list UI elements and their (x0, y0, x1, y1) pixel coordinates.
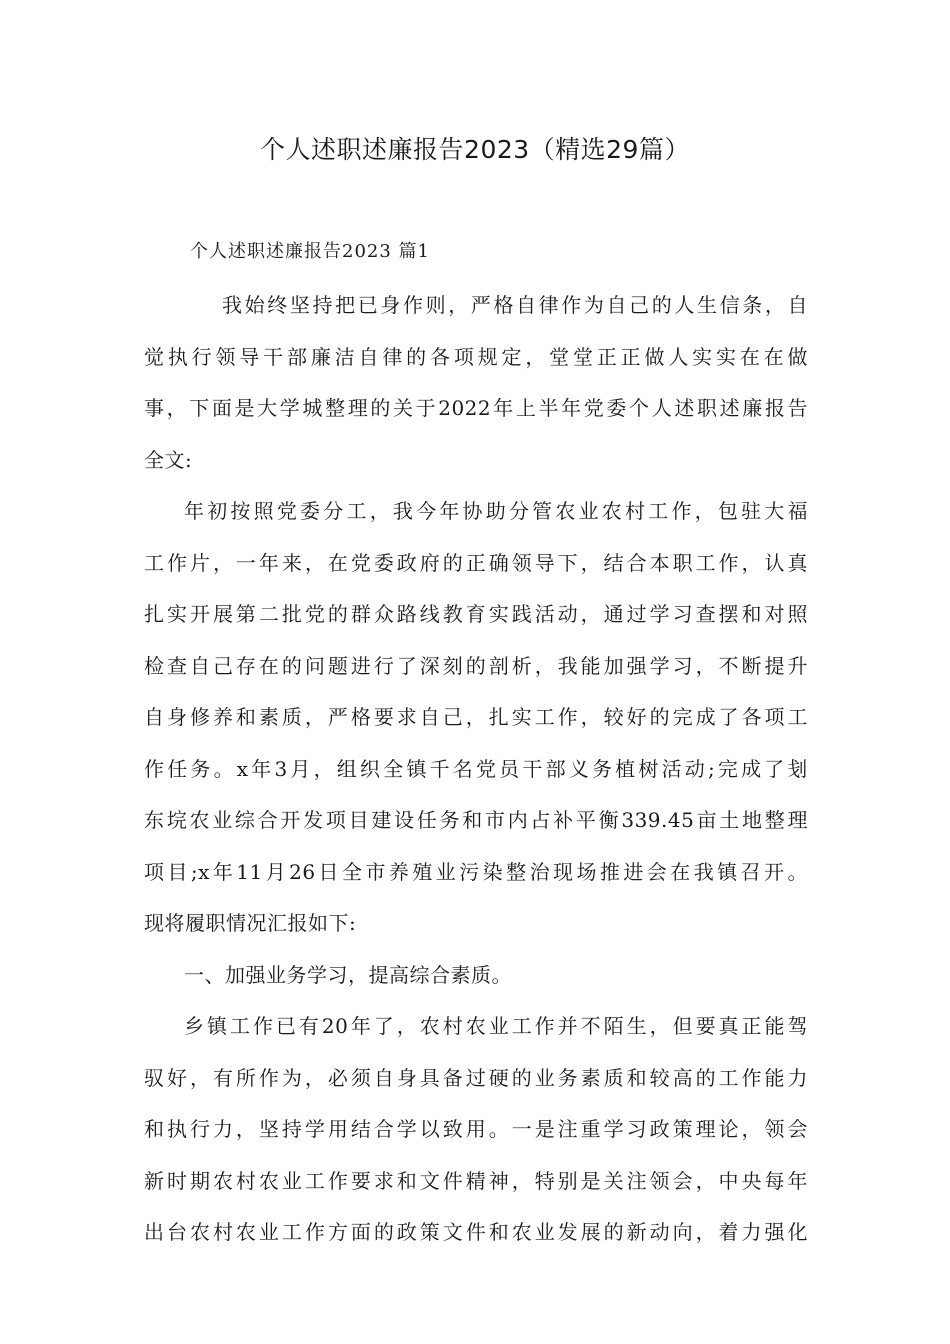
paragraph-intro (144, 280, 808, 486)
section-heading-1 (144, 950, 808, 1002)
article-heading: 个人述职述廉报告2023 篇1 (190, 241, 430, 262)
text-line: 出台农村农业工作方面的政策文件和农业发展的新动向，着力强化 (144, 1220, 808, 1244)
text-line: 觉执行领导干部廉洁自律的各项规定，堂堂正正做人实实在在做 (144, 344, 808, 369)
paragraph-overview (144, 486, 808, 950)
text-line: 全文: (144, 447, 193, 472)
text-line: 年初按照党委分工，我今年协助分管农业农村工作，包驻大福 (184, 499, 808, 523)
text-line: 工作片，一年来，在党委政府的正确领导下，结合本职工作，认真 (144, 550, 808, 575)
text-line: 检查自己存在的问题进行了深刻的剖析，我能加强学习，不断提升 (144, 653, 808, 678)
article-body (144, 230, 808, 1259)
text-line: 扎实开展第二批党的群众路线教育实践活动，通过学习查摆和对照 (144, 602, 808, 626)
text-line: 我始终坚持把已身作则，严格自律作为自己的人生信条，自 (222, 293, 808, 317)
text-line: 驭好，有所作为，必须自身具备过硬的业务素质和较高的工作能力 (144, 1065, 808, 1090)
text-line: 现将履职情况汇报如下: (144, 911, 357, 935)
text-line: 东垸农业综合开发项目建设任务和市内占补平衡339.45亩土地整理 (144, 808, 808, 832)
text-line: 事，下面是大学城整理的关于2022年上半年党委个人述职述廉报告 (144, 396, 808, 420)
text-line: 新时期农村农业工作要求和文件精神，特别是关注领会，中央每年 (144, 1168, 808, 1193)
text-line: 乡镇工作已有20年了，农村农业工作并不陌生，但要真正能驾 (184, 1014, 808, 1038)
text-line: 作任务。x年3月，组织全镇千名党员干部义务植树活动;完成了刬 (144, 756, 808, 781)
text-line: 自身修养和素质，严格要求自己，扎实工作，较好的完成了各项工 (144, 705, 808, 729)
text-line: 一、加强业务学习，提高综合素质。 (184, 962, 512, 987)
paragraph-study (144, 1001, 808, 1259)
text-line: 项目;x年11月26日全市养殖业污染整治现场推进会在我镇召开。 (144, 859, 808, 884)
text-line: 和执行力，坚持学用结合学以致用。一是注重学习政策理论，领会 (144, 1117, 808, 1141)
document-title: 个人述职述廉报告2023（精选29篇） (260, 135, 690, 164)
